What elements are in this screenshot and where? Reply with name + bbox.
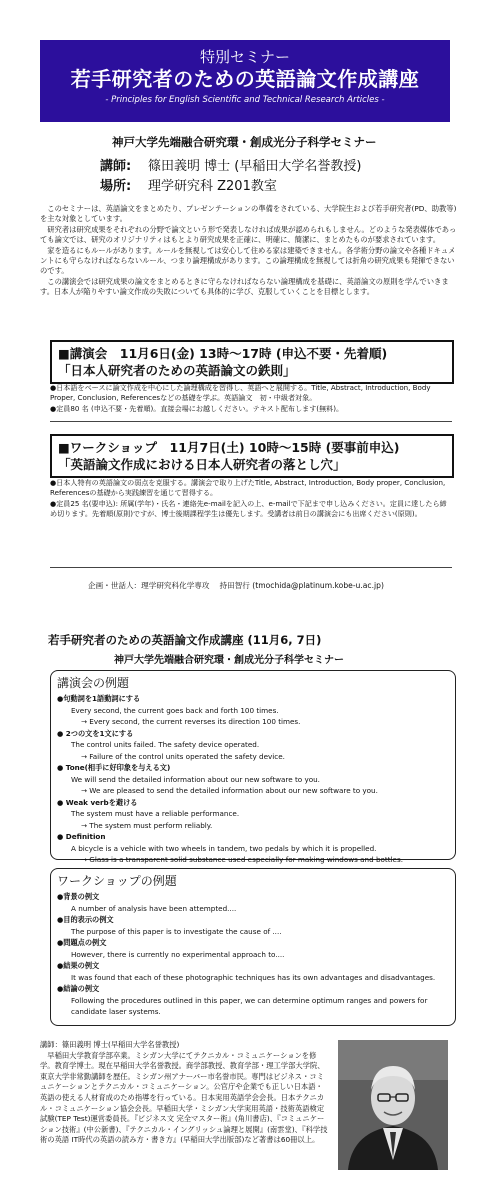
lecturer-key: 講師: (100, 159, 132, 174)
workshop-examples-panel (50, 868, 456, 1026)
bio-heading: 講師：篠田義明 博士(早稲田大学名誉教授) (40, 1040, 180, 1049)
lecture-details (50, 383, 452, 414)
example-source: Every second, the current goes back and forth 100 times. (71, 705, 279, 715)
lecture-examples-title: 講演会の例題 (57, 676, 130, 690)
intro-paragraph: 研究者は研究成果をそれぞれの分野で論文という形で発表しなければ成果が認められもしません。どのような発表媒体であっても論文では、研究のオリジナリティはもとより研究成果を正確に、明確に、簡潔に、まとめたものが要求されています。 (40, 224, 457, 245)
venue-key: 場所: (100, 179, 132, 194)
example-heading: ● Definition (57, 832, 106, 841)
divider (50, 567, 452, 568)
lecturer-line (100, 157, 361, 177)
example-source: We will send the detailed information about our new software to you. (71, 774, 320, 784)
contact-line: 企画・世話人：理学研究科化学専攻 持田智行 (tmochida@platinum.kobe-u.ac.jp) (88, 581, 384, 590)
lecturer-value: 篠田義明 博士 (早稲田大学名誉教授) (148, 159, 362, 174)
lecture-description: ●日本語をベースに論文作成を中心にした論理構成を習得し、英語へと展開する。Title, Abstract, Introduction, Body Proper, Conclusion, Referencesなどの基礎を学ぶ。英語論文 初・中級者対象。 (50, 383, 431, 403)
example-source: The control units failed. The safety device operated. (71, 740, 260, 749)
example-source: Following the procedures outlined in this paper, we can determine optimum ranges and powers for candidate laser systems. (71, 995, 428, 1016)
example-heading: ● Weak verbを避ける (57, 797, 138, 807)
venue-value: 理学研究科 Z201教室 (148, 179, 277, 194)
lecturer-photo (338, 1040, 448, 1170)
example-heading: ● 2つの文を1文にする (57, 728, 134, 738)
example-revision: → The system must perform reliably. (81, 820, 213, 830)
organizer: 神戸大学先端融合研究環・創成光分子科学セミナー (112, 135, 377, 149)
workshop-heading: ■ワークショップ 11月7日(土) 10時～15時 (要事前申込) (58, 440, 400, 455)
workshop-description: ●日本人特有の英語論文の弱点を克服する。講演会で取り上げたTitle, Abstract, Introduction, Body proper, Conclusion, Referencesの基礎から実践練習を通じて習得する。 (50, 478, 446, 498)
example-list (51, 693, 455, 866)
lecturer-venue (100, 157, 361, 197)
workshop-title: 「英語論文作成における日本人研究者の落とし穴」 (58, 457, 346, 472)
title-banner (40, 40, 450, 122)
example-revision: → Glass is a transparent solid substance used especially for making windows and bottles. (81, 855, 404, 864)
lecturer-bio (40, 1040, 330, 1146)
lecture-examples-panel (50, 670, 456, 864)
example-heading: ●背景の例文 (57, 892, 100, 901)
lecture-heading: ■講演会 11月6日(金) 13時～17時 (申込不要・先着順) (58, 346, 388, 361)
banner-subtitle: 特別セミナー (199, 48, 290, 66)
example-heading: ●目的表示の例文 (57, 915, 114, 924)
example-source: The purpose of this paper is to investigate the cause of .... (71, 926, 282, 936)
example-source: A number of analysis have been attempted.... (71, 903, 237, 913)
example-heading: ● Tone(相手に好印象を与える文) (57, 763, 171, 772)
example-source: However, there is currently no experimental approach to.... (71, 949, 285, 959)
intro-text (40, 204, 458, 298)
example-revision: → We are pleased to send the detailed information about our new software to you. (81, 786, 378, 795)
banner-title: 若手研究者のための英語論文作成講座 (70, 67, 420, 91)
portrait-image (338, 1040, 448, 1170)
example-revision: → Every second, the current reverses its direction 100 times. (81, 717, 301, 726)
example-heading: ●結果の例文 (57, 961, 100, 970)
intro-paragraph: このセミナーは、英語論文をまとめたり、プレゼンテーションの準備をされている、大学院生および若手研究者(PD、助教等)を主な対象としています。 (40, 204, 457, 224)
workshop-details (50, 478, 452, 519)
example-list (51, 891, 455, 1018)
example-heading: ●句動詞を1語動詞にする (57, 694, 141, 703)
example-heading: ●結論の例文 (57, 984, 100, 993)
lecture-box (50, 340, 454, 384)
example-revision: → Failure of the control units operated the safety device. (81, 751, 285, 761)
sheet2-title: 若手研究者のための英語論文作成講座 (11月6, 7日) (48, 633, 322, 647)
lecture-title: 「日本人研究者のための英語論文の鉄則」 (58, 363, 296, 378)
intro-paragraph: この講演会では研究成果の論文をまとめるときに守らなければならない論理構成を基礎に、英語論文の原則を学んでいきます。日本人が陥りやすい論文作成の失敗についても具体的に学び、克服していくことを目標とします。 (40, 276, 449, 297)
sheet2-organizer: 神戸大学先端融合研究環・創成光分子科学セミナー (114, 655, 344, 666)
example-source: It was found that each of these photographic techniques has its own advantages and disadvantages. (71, 972, 436, 982)
venue-line (100, 177, 361, 197)
example-source: A bicycle is a vehicle with two wheels in tandem, two pedals by which it is propelled. (71, 843, 377, 853)
bio-text: 早稲田大学教育学部卒業。ミシガン大学にてテクニカル・コミュニケーションを修学。教育学博士。現在早稲田大学名誉教授。商学部教授、教育学部・理工学部大学院、東京大学非常勤講師を歴任。ミシガン州アナーバー市名誉市民。専門はビジネス・コミュニケーションとテクニカル・コミュニケーション。公官庁や企業でも正しい日本語・英語の使える人材育成のため指導を行っている。日本実用英語学会会長。日本テクニカル・コミュニケーション協会会長。早稲田大学・ミシガン大学実用英語・技術英語検定試験(TEP Test)運営委員長。『ビジネス文 完全マスター術』(角川書店)、『コミュニケーション技術』(中公新書)、『テクニカル・イングリッシュ論理と展開』(南雲堂)、『科学技術の英語 IT時代の英語の読み方・書き方』(早稲田大学出版部)など著書は60冊以上。 (40, 1050, 328, 1145)
workshop-box (50, 434, 454, 478)
divider (50, 421, 452, 422)
workshop-examples-title: ワークショップの例題 (57, 874, 177, 888)
example-source: The system must have a reliable performance. (71, 809, 240, 818)
intro-paragraph: 家を造るにもルールがあります。ルールを無視しては安心して住める家は建築できません。各学術分野の論文や各種ドキュメントにも守らなければならないルール、つまり論理構成があります。この論理構成を無視しては折角の研究成果も発揮できないのです。 (40, 245, 456, 276)
lecture-capacity: ●定員80 名 (申込不要・先着順)。直接会場にお越しください。テキスト配布します(無料)。 (50, 403, 344, 413)
example-heading: ●問題点の例文 (57, 938, 107, 947)
workshop-capacity: ●定員25 名(要申込): 所属(学年)・氏名・連絡先e-mailを記入の上、e-mailで下記まで申し込みください。定員に達したら締め切ります。先着順(原則)ですが、博士後期課程学生は優先します。受講者は前日の講演会にも出席ください(原則)。 (50, 498, 447, 518)
banner-english-title: - Principles for English Scientific and Technical Research Articles - (105, 95, 385, 105)
